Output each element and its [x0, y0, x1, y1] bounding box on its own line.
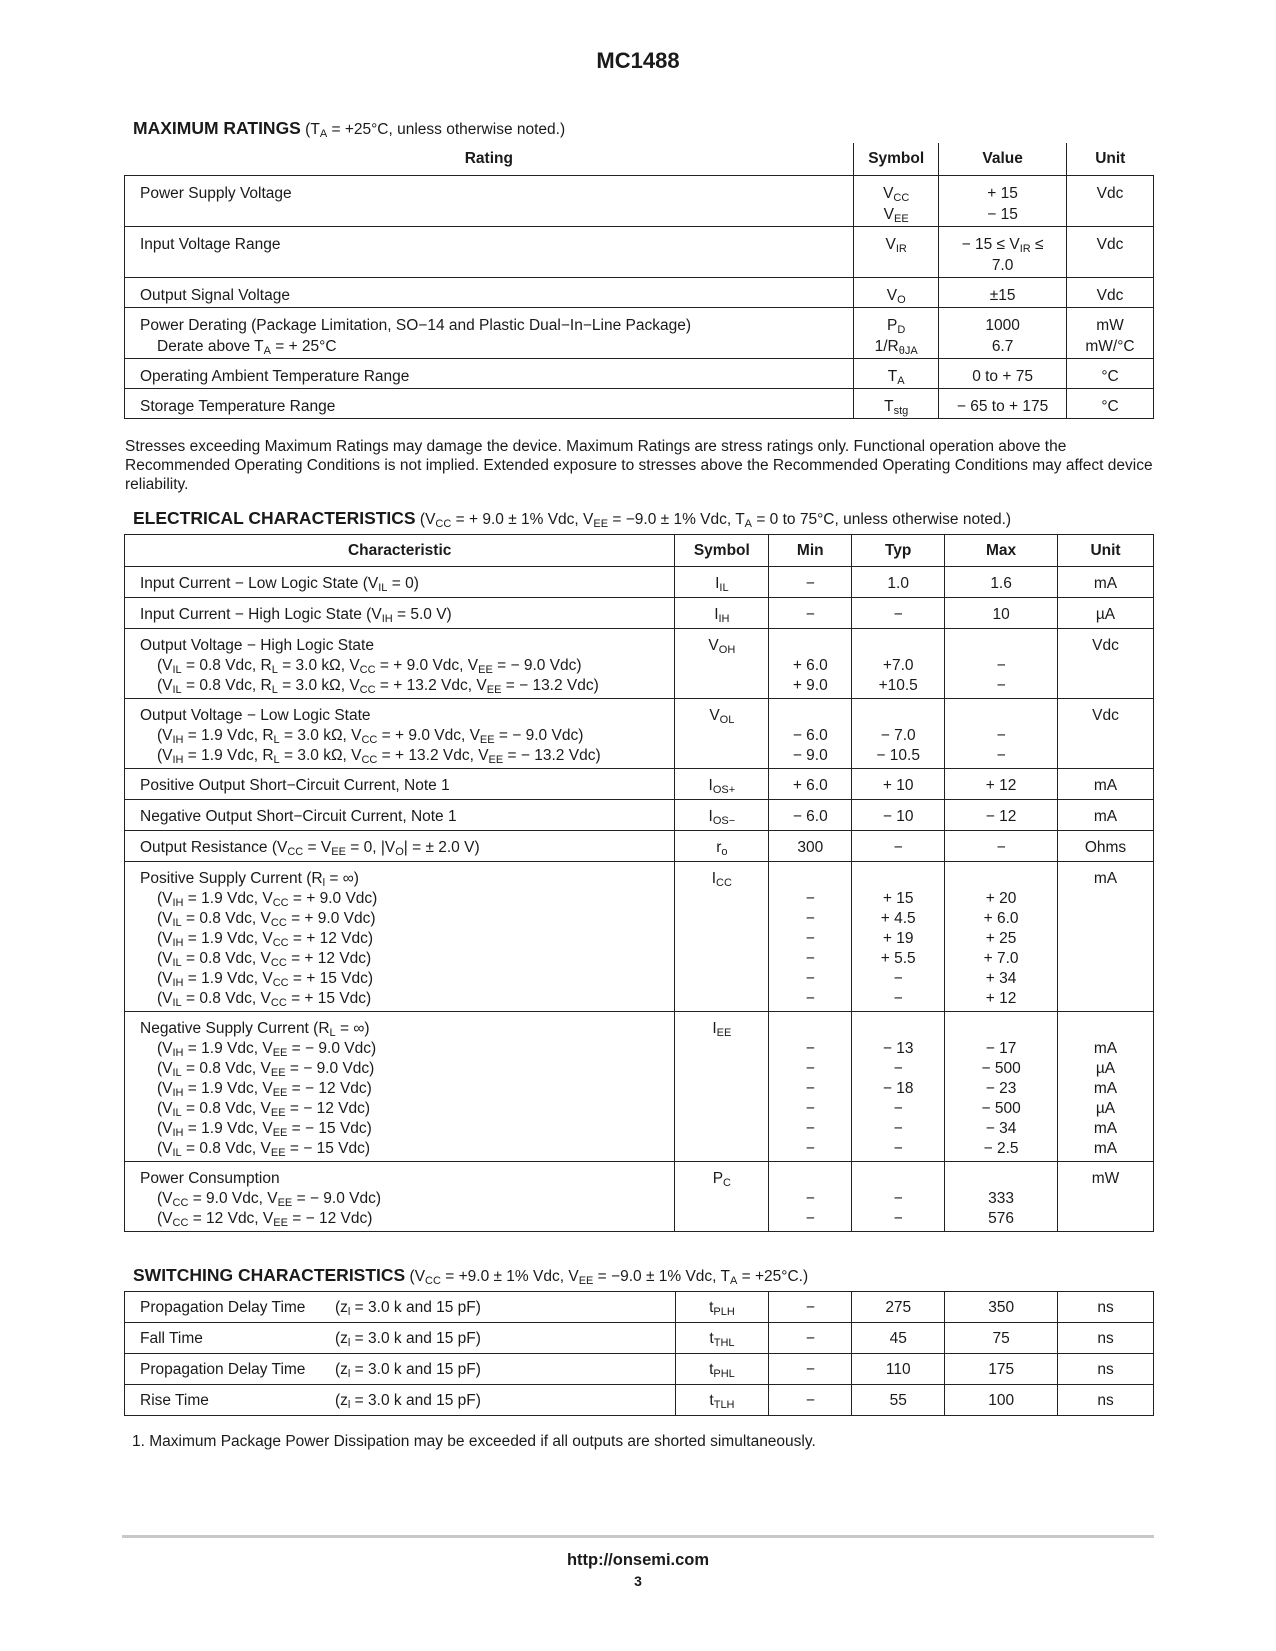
characteristic-cell: Input Current − High Logic State ($V_{IH} = 5.0$ V) — [125, 598, 675, 629]
max-ratings-col-header: Rating — [125, 143, 854, 175]
symbol-cell: $t_{PLH}$ — [675, 1292, 769, 1323]
stress-note: Stresses exceeding Maximum Ratings may damage the device. Maximum Ratings are stress ratings only. Functional operation above the Recommended Operating Conditions is not implied. Extended exposure to stresses above the Recommended Operating Conditions may affect device reliability. — [125, 438, 1153, 493]
rating-cell: Input Voltage Range — [125, 226, 854, 277]
switching-title: SWITCHING CHARACTERISTICS — [133, 1265, 406, 1285]
symbol-cell: $V_{OH}$ — [675, 629, 769, 699]
electrical-row — [125, 1162, 1154, 1232]
max-ratings-col-header: Unit — [1067, 143, 1154, 175]
characteristic-cell: Output Resistance ($V_{CC} = V_{EE} = 0$, $|V_O|$ = ± 2.0 V) — [125, 831, 675, 862]
typ-cell: + 10 — [852, 769, 945, 800]
symbol-cell: $V_O$ — [854, 277, 939, 307]
max-ratings-row — [125, 277, 1154, 307]
typ-cell: − — [852, 831, 945, 862]
typ-cell: − 7.0 − 10.5 — [852, 699, 945, 769]
characteristic-cell: Output Voltage − High Logic State ($V_{IL} = 0.8$ Vdc, $R_L = 3.0$ kΩ, $V_{CC}$ = + 9.0 Vdc, $V_{EE}$ = − 9.0 Vdc) ($V_{IL} = 0.8$ Vdc, $R_L = 3.0$ kΩ, $V_{CC}$ = + 13.2 Vdc, $V_{EE}$ = − 13.2 Vdc) — [125, 629, 675, 699]
unit-cell: mA µA mA µA mA mA — [1058, 1012, 1154, 1162]
max-ratings-col-header: Value — [939, 143, 1067, 175]
min-cell: 300 — [769, 831, 852, 862]
typ-cell: +7.0 +10.5 — [852, 629, 945, 699]
max-cell: 100 — [945, 1385, 1058, 1416]
electrical-col-header: Characteristic — [125, 535, 675, 567]
switching-name-cell: Rise Time ($z_l = 3.0$ k and 15 pF) — [125, 1385, 676, 1416]
electrical-heading — [133, 508, 1011, 529]
min-cell: − — [769, 1323, 852, 1354]
max-ratings-col-header: Symbol — [854, 143, 939, 175]
characteristic-cell: Positive Output Short−Circuit Current, Note 1 — [125, 769, 675, 800]
value-cell: ±15 — [939, 277, 1067, 307]
typ-cell: + 15 + 4.5 + 19 + 5.5 − − — [852, 862, 945, 1012]
value-cell: − $15 \le V_{IR}$ ≤ 7.0 — [939, 226, 1067, 277]
characteristic-cell: Negative Output Short−Circuit Current, Note 1 — [125, 800, 675, 831]
max-ratings-title: MAXIMUM RATINGS — [133, 118, 301, 138]
max-cell: 1.6 — [945, 567, 1058, 598]
characteristic-cell: Power Consumption ($V_{CC} = 9.0$ Vdc, $V_{EE}$ = − 9.0 Vdc) ($V_{CC} = 12$ Vdc, $V_{EE}$ = − 12 Vdc) — [125, 1162, 675, 1232]
footer-link[interactable]: http://onsemi.com — [566, 1551, 710, 1569]
symbol-cell: $I_{EE}$ — [675, 1012, 769, 1162]
electrical-col-header: Typ — [852, 535, 945, 567]
unit-cell: Vdc — [1067, 175, 1154, 226]
unit-cell: °C — [1067, 388, 1154, 418]
min-cell: − 6.0 − 9.0 — [769, 699, 852, 769]
max-cell: + 12 — [945, 769, 1058, 800]
max-cell: 333 576 — [945, 1162, 1058, 1232]
min-cell: − — [769, 598, 852, 629]
min-cell: − — [769, 1385, 852, 1416]
switching-row — [125, 1292, 1154, 1323]
unit-cell: Vdc — [1058, 699, 1154, 769]
typ-cell: 275 — [852, 1292, 945, 1323]
min-cell: − − − − − − — [769, 1012, 852, 1162]
max-cell: − − — [945, 629, 1058, 699]
value-cell: 0 to + 75 — [939, 358, 1067, 388]
unit-cell: Ohms — [1058, 831, 1154, 862]
max-ratings-row — [125, 175, 1154, 226]
max-ratings-heading — [133, 118, 565, 139]
rating-cell: Storage Temperature Range — [125, 388, 854, 418]
electrical-table — [124, 534, 1154, 1232]
max-cell: + 20 + 6.0 + 25 + 7.0 + 34 + 12 — [945, 862, 1058, 1012]
max-cell: 350 — [945, 1292, 1058, 1323]
rating-cell: Output Signal Voltage — [125, 277, 854, 307]
document-title: MC1488 — [596, 48, 680, 73]
unit-cell: ns — [1058, 1292, 1154, 1323]
symbol-cell: $V_{IR}$ — [854, 226, 939, 277]
electrical-col-header: Unit — [1058, 535, 1154, 567]
max-ratings-row — [125, 307, 1154, 358]
switching-conditions: ($V_{CC} = +9.0 \pm 1\%$ Vdc, $V_{EE} = -9.0 \pm 1\%$ Vdc, $T_A = +25^\circ C$.) — [409, 1268, 809, 1287]
unit-cell: µA — [1058, 598, 1154, 629]
typ-cell: 110 — [852, 1354, 945, 1385]
unit-cell: ns — [1058, 1323, 1154, 1354]
max-cell: 10 — [945, 598, 1058, 629]
characteristic-cell: Positive Supply Current ($R_l$ = ∞) ($V_{IH} = 1.9$ Vdc, $V_{CC}$ = + 9.0 Vdc) ($V_{IL} = 0.8$ Vdc, $V_{CC}$ = + 9.0 Vdc) ($V_{IH} = 1.9$ Vdc, $V_{CC}$ = + 12 Vdc) ($V_{IL} = 0.8$ Vdc, $V_{CC}$ = + 12 Vdc) ($V_{IH} = 1.9$ Vdc, $V_{CC}$ = + 15 Vdc) ($V_{IL} = 0.8$ Vdc, $V_{CC}$ = + 15 Vdc) — [125, 862, 675, 1012]
symbol-cell: $T_A$ — [854, 358, 939, 388]
switching-row — [125, 1323, 1154, 1354]
electrical-row — [125, 699, 1154, 769]
electrical-row — [125, 800, 1154, 831]
min-cell: − − — [769, 1162, 852, 1232]
characteristic-cell: Output Voltage − Low Logic State ($V_{IH} = 1.9$ Vdc, $R_L = 3.0$ kΩ, $V_{CC}$ = + 9.0 Vdc, $V_{EE}$ = − 9.0 Vdc) ($V_{IH} = 1.9$ Vdc, $R_L = 3.0$ kΩ, $V_{CC}$ = + 13.2 Vdc, $V_{EE}$ = − 13.2 Vdc) — [125, 699, 675, 769]
min-cell: + 6.0 — [769, 769, 852, 800]
typ-cell: 1.0 — [852, 567, 945, 598]
footnote: 1. Maximum Package Power Dissipation may be exceeded if all outputs are shorted simultaneously. — [132, 1433, 816, 1450]
switching-name-cell: Propagation Delay Time ($z_l = 3.0$ k and 15 pF) — [125, 1292, 676, 1323]
max-ratings-table — [124, 143, 1154, 419]
min-cell: − − − − − − — [769, 862, 852, 1012]
electrical-row — [125, 769, 1154, 800]
max-cell: 75 — [945, 1323, 1058, 1354]
electrical-row — [125, 862, 1154, 1012]
switching-table — [124, 1291, 1154, 1416]
unit-cell: ns — [1058, 1385, 1154, 1416]
symbol-cell: $V_{OL}$ — [675, 699, 769, 769]
symbol-cell: $r_o$ — [675, 831, 769, 862]
symbol-cell: $t_{PHL}$ — [675, 1354, 769, 1385]
min-cell: − — [769, 1354, 852, 1385]
electrical-conditions: ($V_{CC}$ = + 9.0 ± 1% Vdc, $V_{EE} = -9.0 \pm 1\%$ Vdc, $T_A = 0$ to 75°C, unless otherwise noted.) — [419, 511, 1012, 530]
unit-cell: Vdc — [1067, 226, 1154, 277]
max-ratings-row — [125, 226, 1154, 277]
electrical-row — [125, 598, 1154, 629]
value-cell: 1000 6.7 — [939, 307, 1067, 358]
unit-cell: ns — [1058, 1354, 1154, 1385]
switching-row — [125, 1385, 1154, 1416]
min-cell: − 6.0 — [769, 800, 852, 831]
electrical-col-header: Max — [945, 535, 1058, 567]
unit-cell: mA — [1058, 769, 1154, 800]
symbol-cell: $I_{IL}$ — [675, 567, 769, 598]
electrical-row — [125, 831, 1154, 862]
unit-cell: °C — [1067, 358, 1154, 388]
rating-cell: Power Derating (Package Limitation, SO−14 and Plastic Dual−In−Line Package) Derate above $T_A$ = + 25°C — [125, 307, 854, 358]
switching-name-cell: Fall Time ($z_l = 3.0$ k and 15 pF) — [125, 1323, 676, 1354]
switching-heading — [133, 1265, 808, 1286]
characteristic-cell: Negative Supply Current ($R_L$ = ∞) ($V_{IH} = 1.9$ Vdc, $V_{EE}$ = − 9.0 Vdc) ($V_{IL} = 0.8$ Vdc, $V_{EE}$ = − 9.0 Vdc) ($V_{IH} = 1.9$ Vdc, $V_{EE}$ = − 12 Vdc) ($V_{IL} = 0.8$ Vdc, $V_{EE}$ = − 12 Vdc) ($V_{IH} = 1.9$ Vdc, $V_{EE}$ = − 15 Vdc) ($V_{IL} = 0.8$ Vdc, $V_{EE}$ = − 15 Vdc) — [125, 1012, 675, 1162]
typ-cell: − − — [852, 1162, 945, 1232]
max-cell: − — [945, 831, 1058, 862]
symbol-cell: $I_{CC}$ — [675, 862, 769, 1012]
max-ratings-row — [125, 388, 1154, 418]
electrical-header-row — [125, 535, 1154, 567]
symbol-cell: $t_{THL}$ — [675, 1323, 769, 1354]
max-ratings-conditions: ($T_A = +25^\circ C$, unless otherwise noted.) — [305, 121, 566, 140]
symbol-cell: $I_{IH}$ — [675, 598, 769, 629]
symbol-cell: $V_{CC}$ $V_{EE}$ — [854, 175, 939, 226]
unit-cell: mW — [1058, 1162, 1154, 1232]
typ-cell: − 10 — [852, 800, 945, 831]
min-cell: − — [769, 1292, 852, 1323]
unit-cell: mW mW/°C — [1067, 307, 1154, 358]
rating-cell: Operating Ambient Temperature Range — [125, 358, 854, 388]
unit-cell: Vdc — [1058, 629, 1154, 699]
electrical-row — [125, 629, 1154, 699]
symbol-cell: $I_{OS-}$ — [675, 800, 769, 831]
typ-cell: 55 — [852, 1385, 945, 1416]
switching-name-cell: Propagation Delay Time ($z_l = 3.0$ k and 15 pF) — [125, 1354, 676, 1385]
max-cell: 175 — [945, 1354, 1058, 1385]
typ-cell: − — [852, 598, 945, 629]
symbol-cell: $I_{OS+}$ — [675, 769, 769, 800]
unit-cell: Vdc — [1067, 277, 1154, 307]
symbol-cell: $T_{stg}$ — [854, 388, 939, 418]
unit-cell: mA — [1058, 800, 1154, 831]
switching-row — [125, 1354, 1154, 1385]
electrical-row — [125, 1012, 1154, 1162]
symbol-cell: $t_{TLH}$ — [675, 1385, 769, 1416]
max-cell: − 12 — [945, 800, 1058, 831]
footer-divider — [122, 1535, 1154, 1538]
value-cell: + 15 − 15 — [939, 175, 1067, 226]
typ-cell: 45 — [852, 1323, 945, 1354]
value-cell: − 65 to + 175 — [939, 388, 1067, 418]
symbol-cell: $P_C$ — [675, 1162, 769, 1232]
electrical-row — [125, 567, 1154, 598]
unit-cell: mA — [1058, 567, 1154, 598]
symbol-cell: $P_D$ $1/R_{\theta JA}$ — [854, 307, 939, 358]
characteristic-cell: Input Current − Low Logic State $(V_{IL} = 0)$ — [125, 567, 675, 598]
typ-cell: − 13 − − 18 − − − — [852, 1012, 945, 1162]
rating-cell: Power Supply Voltage — [125, 175, 854, 226]
max-cell: − − — [945, 699, 1058, 769]
page-number: 3 — [634, 1573, 642, 1589]
min-cell: − — [769, 567, 852, 598]
unit-cell: mA — [1058, 862, 1154, 1012]
electrical-col-header: Min — [769, 535, 852, 567]
electrical-col-header: Symbol — [675, 535, 769, 567]
max-ratings-row — [125, 358, 1154, 388]
electrical-title: ELECTRICAL CHARACTERISTICS — [133, 508, 416, 528]
min-cell: + 6.0 + 9.0 — [769, 629, 852, 699]
max-ratings-header-row — [125, 143, 1154, 175]
max-cell: − 17 − 500 − 23 − 500 − 34 − 2.5 — [945, 1012, 1058, 1162]
